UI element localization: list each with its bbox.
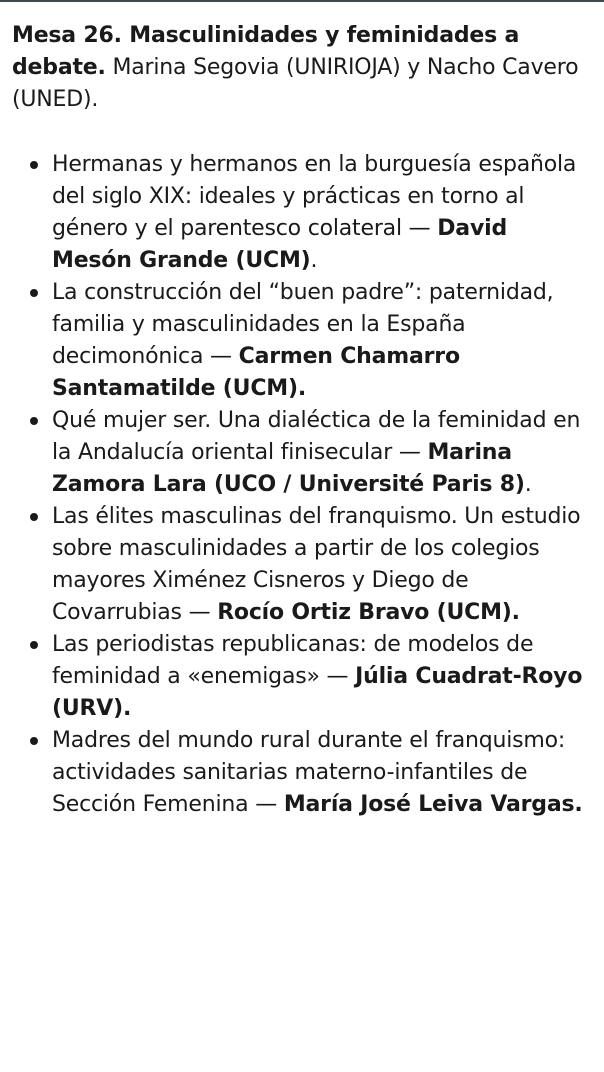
- talk-trailing: .: [524, 472, 532, 497]
- talk-author: María José Leiva Vargas.: [283, 792, 583, 817]
- talk-title: Qué mujer ser. Una dialéctica de la feminidad en la Andalucía oriental finisecular —: [52, 408, 581, 465]
- talk-title: Las periodistas republicanas: de modelos de feminidad a «enemigas» —: [52, 632, 534, 689]
- session-title: Mesa 26. Masculinidades y feminidades a debate.: [12, 23, 520, 80]
- talk-title: La construcción del “buen padre”: paternidad, familia y masculinidades en la España decimonónica —: [52, 280, 554, 369]
- talk-author: David Mesón Grande (UCM): [52, 216, 507, 273]
- bullet-icon: [30, 641, 38, 649]
- talk-author: Rocío Ortiz Bravo (UCM).: [217, 600, 520, 625]
- session-chairs: Marina Segovia (UNIRIOJA) y Nacho Cavero (UNED).: [12, 55, 579, 112]
- list-item: [12, 405, 592, 501]
- bullet-icon: [30, 737, 38, 745]
- list-item: [12, 149, 592, 277]
- session-heading: [12, 20, 592, 116]
- list-item: [12, 725, 592, 821]
- talk-list: [12, 149, 592, 821]
- list-item: [12, 501, 592, 629]
- list-item: [12, 629, 592, 725]
- bullet-icon: [30, 417, 38, 425]
- list-item: [12, 277, 592, 405]
- document-body: [12, 20, 592, 821]
- top-divider: [0, 0, 604, 2]
- talk-author: Marina Zamora Lara (UCO / Université Paris 8): [52, 440, 525, 497]
- talk-title: Hermanas y hermanos en la burguesía española del siglo XIX: ideales y prácticas en torno al género y el parentesco colateral —: [52, 152, 577, 241]
- bullet-icon: [30, 161, 38, 169]
- bullet-icon: [30, 289, 38, 297]
- talk-author: Carmen Chamarro Santamatilde (UCM).: [52, 344, 460, 401]
- talk-title: Madres del mundo rural durante el franquismo: actividades sanitarias materno-infantiles de Sección Femenina —: [52, 728, 566, 817]
- talk-title: Las élites masculinas del franquismo. Un estudio sobre masculinidades a partir de los colegios mayores Ximénez Cisneros y Diego de Covarrubias —: [52, 504, 581, 625]
- bullet-icon: [30, 513, 38, 521]
- talk-author: Júlia Cuadrat-Royo (URV).: [52, 664, 583, 721]
- talk-trailing: .: [310, 248, 318, 273]
